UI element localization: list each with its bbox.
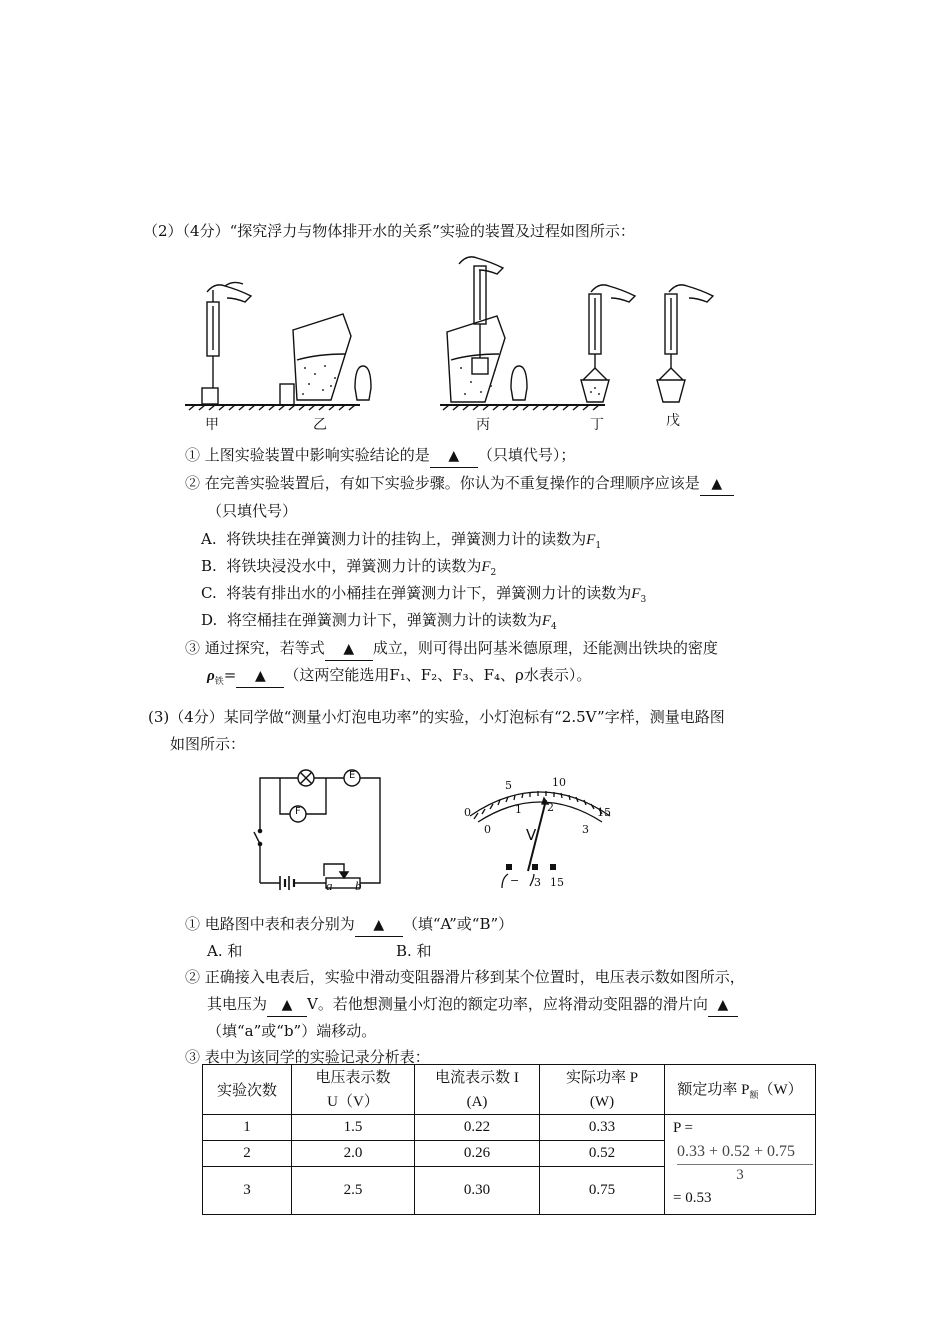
dial-bottom-2: 2 [547, 801, 554, 814]
buoyancy-apparatus-figure [185, 250, 725, 440]
q3-option-a: A. 和 [207, 942, 243, 960]
force-symbol: F [586, 532, 596, 548]
force-subscript: 2 [490, 568, 497, 578]
cell-current: 0.22 [415, 1115, 540, 1141]
force-subscript: 1 [595, 541, 602, 551]
option-a [201, 528, 601, 557]
q3-sub2-unit: V。若他想测量小灯泡的额定功率，应将滑动变阻器的滑片向 [307, 995, 708, 1013]
fraction-bar [677, 1164, 813, 1165]
terminal-3: 3 [534, 876, 541, 889]
cell-rated-calc [665, 1115, 816, 1215]
option-text: 将铁块挂在弹簧测力计的挂钩上，弹簧测力计的读数为 [226, 530, 587, 548]
q3-sub2-text-a: 正确接入电表后，实验中滑动变阻器滑片移到某个位置时，电压表示数如图所示， [204, 968, 745, 986]
q2-sub3 [185, 637, 718, 661]
experiment-record-table [202, 1064, 816, 1215]
q3-option-b: B. 和 [396, 942, 432, 960]
header-rated-sub: 额 [749, 1090, 759, 1100]
option-letter: B. [201, 557, 217, 575]
cell-voltage: 1.5 [292, 1115, 415, 1141]
calc-numerator: 0.33 + 0.52 + 0.75 [677, 1143, 796, 1160]
option-letter: C. [201, 584, 217, 602]
q3-sub2 [185, 966, 745, 988]
cell-power: 0.33 [540, 1115, 665, 1141]
header-voltage [292, 1065, 415, 1115]
answer-blank-q3-1[interactable]: ▲ [355, 914, 403, 937]
header-current-line1: 电流表示数 I [435, 1069, 519, 1086]
q3-sub2-line3: （填“a”或“b”）端移动。 [207, 1022, 377, 1040]
q3-heading-2: 如图所示： [170, 735, 246, 753]
q2-sub2 [185, 472, 734, 496]
header-power-line1: 实际功率 P [565, 1069, 639, 1086]
spring-scale-jia [202, 282, 251, 404]
rho-symbol: ρ [207, 668, 215, 684]
q3-heading-1: (3)（4分）某同学做“测量小灯泡电功率”的实验，小灯泡标有“2.5V”字样，测量电路图 [148, 708, 725, 726]
q3-sub3-text: 表中为该同学的实验记录分析表： [204, 1048, 430, 1066]
q2-heading: （2）（4分）“探究浮力与物体排开水的关系”实验的装置及过程如图所示： [143, 222, 635, 240]
q2-sub3-text-a: 通过探究，若等式 [204, 639, 325, 657]
answer-blank-q2-1[interactable]: ▲ [430, 445, 478, 468]
header-rated-text: 额定功率 P [677, 1082, 750, 1098]
dial-top-0: 0 [464, 806, 471, 819]
table-row [203, 1115, 816, 1141]
circle-one-mark: ① [185, 915, 201, 933]
equals-sign: = [223, 666, 237, 684]
option-text: 将铁块浸没水中，弹簧测力计的读数为 [226, 557, 482, 575]
force-symbol: F [541, 613, 551, 629]
answer-blank-q3-2[interactable]: ▲ [267, 994, 307, 1017]
header-trial: 实验次数 [203, 1065, 292, 1115]
answer-blank-q2-2[interactable]: ▲ [700, 473, 734, 496]
force-subscript: 3 [640, 595, 647, 605]
header-voltage-line1: 电压表示数 [315, 1069, 391, 1086]
dial-top-5: 5 [505, 779, 512, 792]
dial-bottom-0: 0 [484, 823, 491, 836]
rho-subscript: 铁 [214, 677, 224, 687]
header-current-line2: (A) [466, 1093, 488, 1110]
rheostat-end-b: b [355, 878, 362, 893]
cell-voltage: 2.0 [292, 1141, 415, 1167]
q2-sub1 [185, 444, 575, 468]
option-text: 将空桶挂在弹簧测力计下，弹簧测力计的读数为 [226, 611, 542, 629]
q2-sub1-text: 上图实验装置中影响实验结论的是 [204, 446, 430, 464]
meter-e-label: E [349, 770, 356, 781]
q3-sub1 [185, 913, 513, 937]
q3-sub2-text-b: 其电压为 [207, 995, 268, 1013]
q2-sub3-tail: （这两空能选用F₁、F₂、F₃、F₄、ρ水表示）。 [284, 666, 592, 684]
header-current [415, 1065, 540, 1115]
option-c [201, 582, 646, 611]
answer-blank-q2-4[interactable]: ▲ [236, 665, 284, 688]
meter-f-label: F [295, 806, 301, 817]
header-rated-power [665, 1065, 816, 1115]
option-text: 将装有排出水的小桶挂在弹簧测力计下，弹簧测力计的读数为 [226, 584, 632, 602]
fig-label-jia: 甲 [205, 417, 219, 433]
q2-sub2-text: 在完善实验装置后，有如下实验步骤。你认为不重复操作的合理顺序应该是 [204, 474, 700, 492]
circle-two-mark: ② [185, 474, 201, 492]
table-header-row [203, 1065, 816, 1115]
q2-sub3-line2 [207, 664, 591, 693]
option-d [201, 609, 557, 638]
calc-denominator: 3 [736, 1167, 744, 1183]
voltmeter-symbol: V [526, 826, 537, 844]
cell-current: 0.30 [415, 1167, 540, 1215]
circle-three-mark: ③ [185, 639, 201, 657]
answer-blank-q2-3[interactable]: ▲ [325, 638, 373, 661]
circle-three-mark: ③ [185, 1048, 201, 1066]
dial-top-10: 10 [552, 776, 566, 789]
calc-p-label: P = [673, 1120, 693, 1136]
circle-two-mark: ② [185, 968, 201, 986]
dial-bottom-1: 1 [515, 803, 522, 816]
q2-sub2-tail: （只填代号） [207, 502, 298, 520]
cell-current: 0.26 [415, 1141, 540, 1167]
header-power-line2: (W) [589, 1093, 615, 1110]
q3-sub1-tail: （填“A”或“B”） [402, 915, 514, 933]
q2-sub3-text-b: 成立，则可得出阿基米德原理，还能测出铁块的密度 [372, 639, 718, 657]
fig-label-bing: 丙 [476, 417, 490, 433]
header-actual-power [540, 1065, 665, 1115]
circle-one-mark: ① [185, 446, 201, 464]
dial-bottom-3: 3 [582, 823, 589, 836]
cell-voltage: 2.5 [292, 1167, 415, 1215]
circuit-diagram [250, 766, 390, 896]
cell-power: 0.75 [540, 1167, 665, 1215]
header-rated-unit: （W） [758, 1082, 803, 1098]
force-subscript: 4 [551, 622, 557, 632]
q3-sub2-line2 [207, 993, 738, 1017]
fig-label-yi: 乙 [313, 417, 327, 433]
option-letter: A. [201, 530, 217, 548]
terminal-negative: − [510, 874, 520, 887]
dial-top-15: 15 [597, 806, 611, 819]
calc-result: = 0.53 [673, 1190, 712, 1206]
rheostat-end-a: a [326, 878, 333, 893]
cell-power: 0.52 [540, 1141, 665, 1167]
header-voltage-line2: U（V） [327, 1093, 379, 1110]
cell-trial: 1 [203, 1115, 292, 1141]
force-symbol: F [631, 586, 641, 602]
fig-label-wu: 戊 [666, 413, 680, 429]
cell-trial: 3 [203, 1167, 292, 1215]
force-symbol: F [481, 559, 491, 575]
cell-trial: 2 [203, 1141, 292, 1167]
option-letter: D. [201, 611, 218, 629]
q3-sub1-text: 电路图中表和表分别为 [204, 915, 355, 933]
fig-label-ding: 丁 [590, 417, 604, 433]
option-b [201, 555, 496, 584]
terminal-15: 15 [550, 876, 564, 889]
answer-blank-q3-3[interactable]: ▲ [708, 994, 738, 1017]
q2-sub1-tail: （只填代号）； [477, 446, 576, 464]
